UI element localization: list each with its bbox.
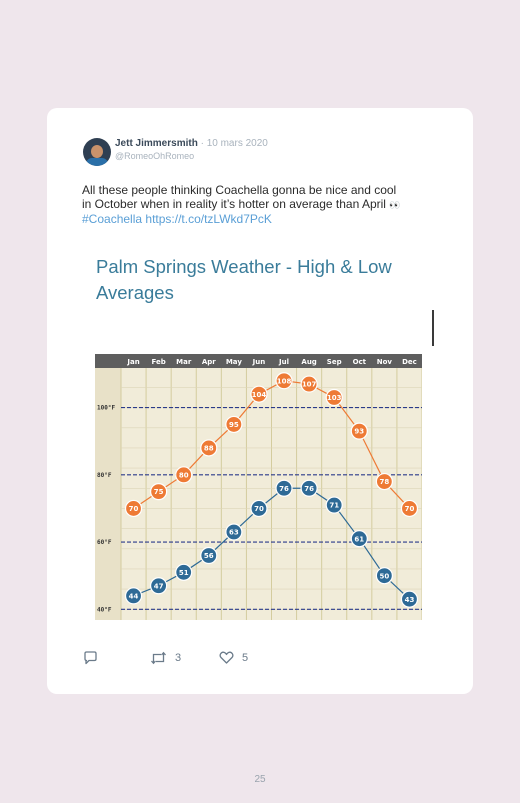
tweet-text-line-2: in October when in reality it’s hotter on average than April bbox=[82, 197, 386, 211]
month-label: Apr bbox=[201, 358, 216, 366]
month-label: Sep bbox=[326, 358, 342, 366]
data-label: 76 bbox=[279, 484, 289, 493]
avatar-face bbox=[91, 145, 103, 158]
image-scrollbar[interactable] bbox=[432, 310, 434, 346]
data-label: 61 bbox=[354, 535, 365, 544]
reply-icon bbox=[83, 651, 98, 665]
tweet-text-line-1: All these people thinking Coachella gonna be nice and cool bbox=[82, 183, 397, 197]
data-label: 47 bbox=[153, 582, 164, 591]
data-point bbox=[376, 568, 392, 584]
chart-svg bbox=[95, 354, 422, 620]
author-name[interactable]: Jett Jimmersmith bbox=[115, 138, 198, 149]
data-point bbox=[276, 373, 292, 389]
month-label: Jun bbox=[252, 358, 266, 366]
like-button[interactable] bbox=[219, 651, 248, 664]
tweet-text bbox=[82, 183, 442, 226]
author-handle[interactable]: @RomeoOhRomeo bbox=[115, 151, 195, 161]
data-point bbox=[351, 423, 367, 439]
eyes-emoji: 👀 bbox=[389, 200, 400, 210]
data-label: 56 bbox=[203, 552, 214, 561]
data-label: 70 bbox=[128, 505, 139, 514]
page-number: 25 bbox=[254, 774, 266, 785]
data-label: 50 bbox=[379, 572, 390, 581]
avatar-shirt bbox=[86, 158, 108, 166]
month-label: Jul bbox=[279, 358, 290, 366]
data-label: 76 bbox=[304, 484, 314, 493]
data-point bbox=[276, 480, 292, 496]
y-tick-label: 80°F bbox=[97, 471, 112, 479]
data-point bbox=[251, 500, 267, 516]
heart-icon bbox=[219, 651, 234, 664]
y-tick-label: 60°F bbox=[97, 539, 112, 547]
retweet-icon bbox=[150, 651, 167, 665]
retweet-button[interactable] bbox=[150, 651, 181, 665]
tweet-date[interactable]: · 10 mars 2020 bbox=[197, 138, 268, 149]
data-point bbox=[376, 474, 392, 490]
data-point bbox=[301, 480, 317, 496]
data-label: 93 bbox=[354, 427, 365, 436]
month-label: Jan bbox=[127, 358, 140, 366]
hashtag-link[interactable]: #Coachella bbox=[82, 212, 143, 226]
data-point bbox=[401, 591, 417, 607]
data-point bbox=[201, 548, 217, 564]
data-label: 88 bbox=[203, 444, 214, 453]
reply-button[interactable] bbox=[83, 651, 98, 665]
data-point bbox=[126, 500, 142, 516]
data-label: 70 bbox=[254, 505, 264, 514]
y-tick-label: 40°F bbox=[97, 606, 112, 614]
data-point bbox=[151, 484, 167, 500]
month-label: Oct bbox=[352, 358, 367, 366]
data-label: 95 bbox=[229, 421, 239, 430]
data-point bbox=[126, 588, 142, 604]
retweet-count: 3 bbox=[175, 652, 182, 664]
data-label: 43 bbox=[404, 595, 415, 604]
data-point bbox=[201, 440, 217, 456]
data-label: 75 bbox=[153, 488, 164, 497]
like-count: 5 bbox=[242, 651, 249, 664]
month-label: Feb bbox=[151, 358, 166, 366]
data-label: 70 bbox=[404, 505, 415, 514]
data-label: 107 bbox=[301, 380, 317, 389]
month-label: Dec bbox=[402, 358, 417, 366]
data-point bbox=[176, 564, 192, 580]
data-point bbox=[151, 578, 167, 594]
avatar[interactable] bbox=[83, 138, 111, 166]
y-tick-label: 100°F bbox=[97, 404, 116, 412]
data-label: 51 bbox=[178, 568, 189, 577]
data-point bbox=[351, 531, 367, 547]
url-link[interactable]: https://t.co/tzLWkd7PcK bbox=[145, 212, 272, 226]
data-point bbox=[226, 416, 242, 432]
weather-chart[interactable] bbox=[95, 354, 422, 620]
data-label: 103 bbox=[326, 394, 342, 403]
data-point bbox=[326, 390, 342, 406]
month-label: Aug bbox=[301, 358, 317, 366]
tweet-card bbox=[47, 108, 473, 694]
data-label: 63 bbox=[229, 528, 239, 537]
data-point bbox=[401, 500, 417, 516]
data-label: 80 bbox=[178, 471, 189, 480]
data-label: 104 bbox=[251, 390, 267, 399]
data-label: 108 bbox=[276, 377, 292, 386]
data-label: 78 bbox=[379, 478, 390, 487]
month-label: May bbox=[225, 358, 242, 366]
data-label: 71 bbox=[329, 501, 340, 510]
author-line bbox=[115, 138, 268, 149]
data-label: 44 bbox=[128, 592, 139, 601]
month-label: Nov bbox=[376, 358, 392, 366]
data-point bbox=[251, 386, 267, 402]
data-point bbox=[326, 497, 342, 513]
tweet-actions bbox=[47, 651, 473, 667]
image-title: Palm Springs Weather - High & Low Averages bbox=[96, 256, 392, 303]
data-point bbox=[301, 376, 317, 392]
data-point bbox=[176, 467, 192, 483]
month-label: Mar bbox=[176, 358, 192, 366]
data-point bbox=[226, 524, 242, 540]
